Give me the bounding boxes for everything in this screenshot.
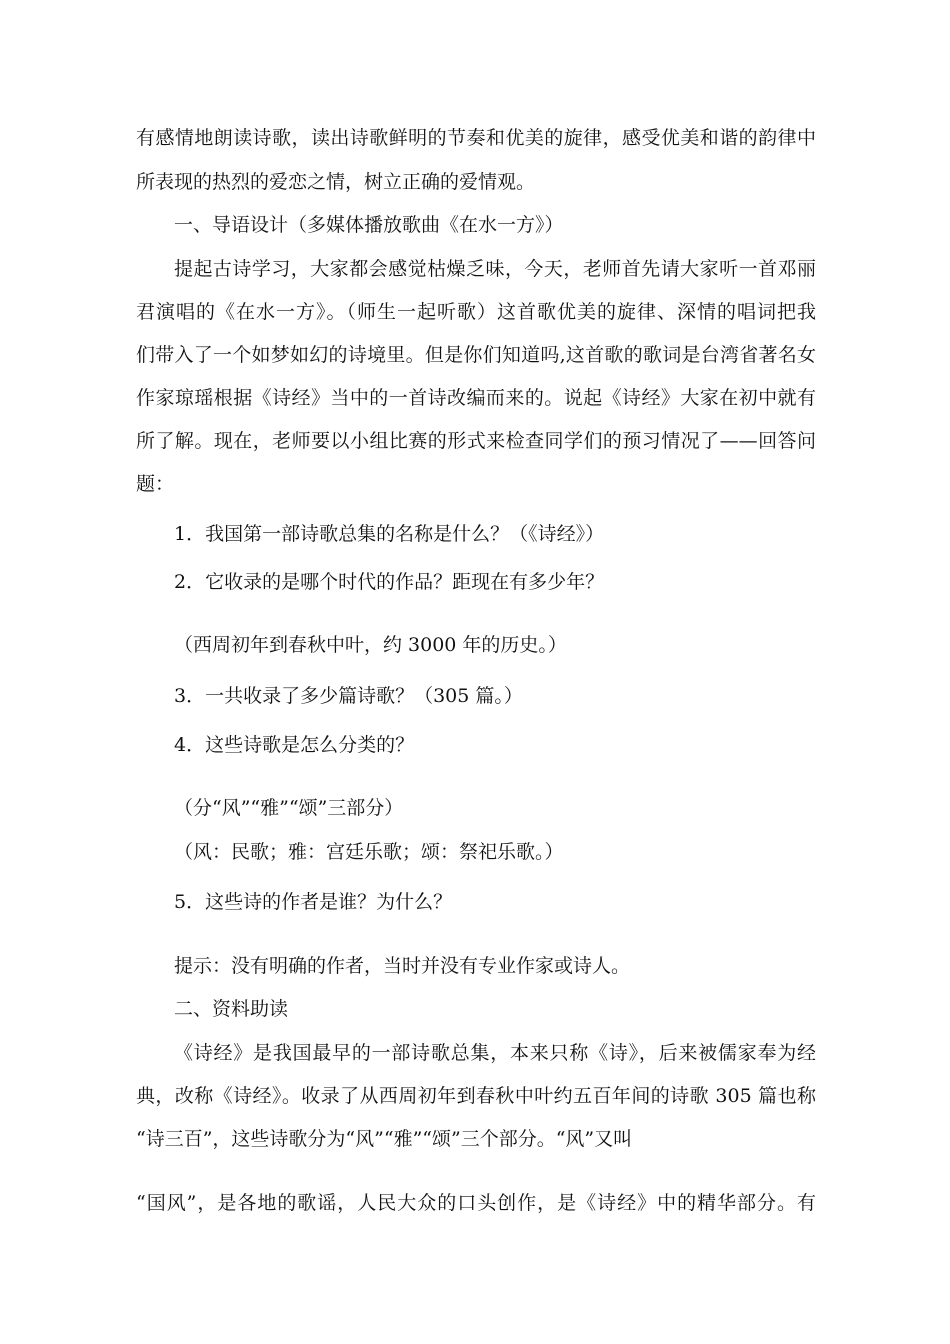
answer-2: （西周初年到春秋中叶，约 3000 年的历史。） — [174, 634, 567, 656]
section2-para-line-4: “国风”，是各地的歌谣，人民大众的口头创作，是《诗经》中的精华部分。有 — [136, 1192, 816, 1214]
answer-4-line-2: （风：民歌；雅：宫廷乐歌；颂：祭祀乐歌。） — [174, 841, 564, 863]
section2-heading: 二、资料助读 — [174, 998, 289, 1020]
section1-para-line-4: 作家琼瑶根据《诗经》当中的一首诗改编而来的。说起《诗经》大家在初中就有 — [136, 387, 816, 409]
section1-para-line-1: 提起古诗学习，大家都会感觉枯燥乏味，今天，老师首先请大家听一首邓丽 — [174, 258, 816, 280]
section1-para-line-3: 们带入了一个如梦如幻的诗境里。但是你们知道吗,这首歌的歌词是台湾省著名女 — [136, 344, 816, 366]
section2-para-line-2: 典，改称《诗经》。收录了从西周初年到春秋中叶约五百年间的诗歌 305 篇也称 — [136, 1085, 816, 1107]
question-3: 3．一共收录了多少篇诗歌？（305 篇。） — [174, 685, 523, 707]
section2-para-line-3: “诗三百”，这些诗歌分为“风”“雅”“颂”三个部分。“风”又叫 — [136, 1128, 633, 1150]
answer-4-line-1: （分“风”“雅”“颂”三部分） — [174, 797, 404, 819]
intro-line-2: 所表现的热烈的爱恋之情，树立正确的爱情观。 — [136, 171, 536, 193]
intro-line-1: 有感情地朗读诗歌，读出诗歌鲜明的节奏和优美的旋律，感受优美和谐的韵律中 — [136, 127, 816, 149]
section1-heading: 一、导语设计（多媒体播放歌曲《在水一方》） — [174, 214, 564, 236]
section1-para-line-2: 君演唱的《在水一方》。（师生一起听歌）这首歌优美的旋律、深情的唱词把我 — [136, 301, 816, 323]
question-1: 1．我国第一部诗歌总集的名称是什么？（《诗经》） — [174, 523, 605, 545]
section1-para-line-6: 题： — [136, 473, 175, 495]
question-4: 4．这些诗歌是怎么分类的？ — [174, 734, 415, 756]
section1-para-line-5: 所了解。现在，老师要以小组比赛的形式来检查同学们的预习情况了——回答问 — [136, 430, 816, 452]
hint-text: 提示：没有明确的作者，当时并没有专业作家或诗人。 — [174, 955, 631, 977]
question-5: 5．这些诗的作者是谁？为什么？ — [174, 891, 453, 913]
section2-para-line-1: 《诗经》是我国最早的一部诗歌总集，本来只称《诗》，后来被儒家奉为经 — [174, 1042, 816, 1064]
question-2: 2．它收录的是哪个时代的作品？距现在有多少年？ — [174, 571, 605, 593]
